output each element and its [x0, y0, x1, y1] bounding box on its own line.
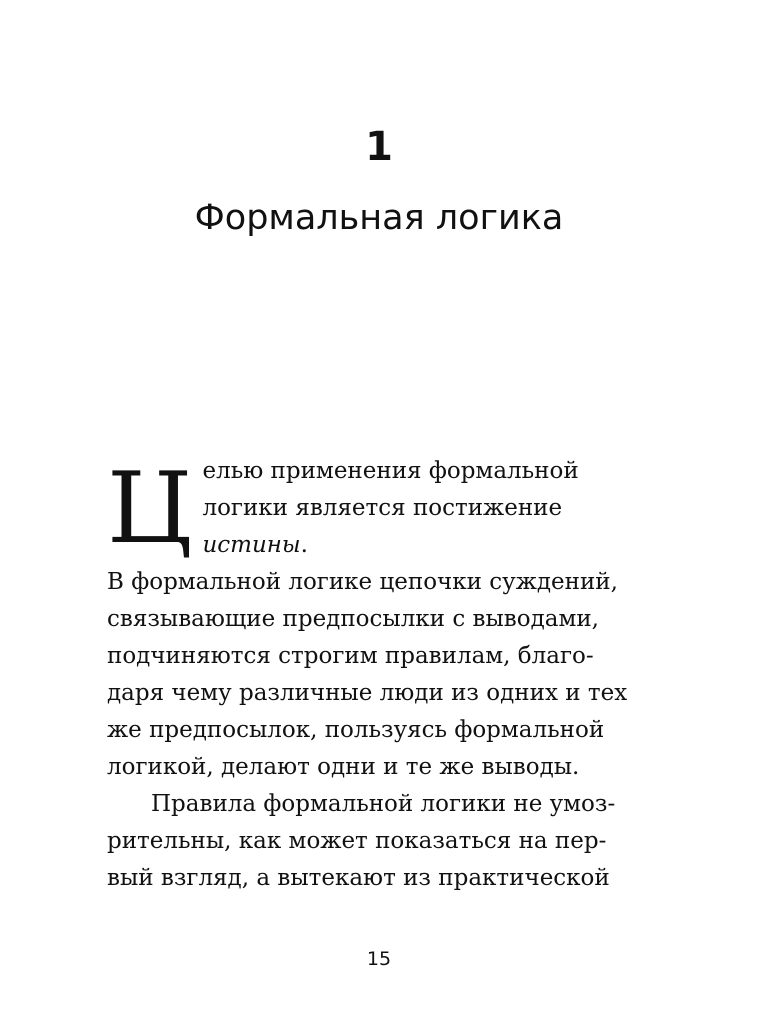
text-line: Правила формальной логики не умоз-	[151, 791, 616, 817]
punctuation: .	[300, 532, 308, 558]
text-line: же предпосылок, пользуясь формальной	[107, 717, 605, 743]
text-line: даря чему различные люди из одних и тех	[107, 680, 628, 706]
text-line: подчиняются строгим правилам, благо-	[107, 643, 594, 669]
second-paragraph	[107, 786, 637, 897]
chapter-title: Формальная логика	[194, 198, 564, 238]
first-paragraph	[107, 453, 637, 786]
emphasized-word: истины	[202, 532, 301, 558]
text-line: В формальной логике цепочки суждений,	[107, 569, 618, 595]
page-number: 15	[366, 948, 392, 970]
drop-cap-lines	[202, 453, 637, 564]
text-line: вый взгляд, а вытекают из практической	[107, 865, 610, 891]
text-line: елью применения формальной	[202, 458, 579, 484]
chapter-number: 1	[365, 124, 393, 170]
drop-cap: Ц	[107, 452, 193, 566]
text-line: связывающие предпосылки с выводами,	[107, 606, 599, 632]
text-line: логики является постижение	[202, 495, 563, 521]
text-line: рительны, как может показаться на пер-	[107, 828, 607, 854]
body-text	[107, 453, 637, 897]
text-line	[202, 527, 637, 564]
text-line: логикой, делают одни и те же выводы.	[107, 754, 580, 780]
